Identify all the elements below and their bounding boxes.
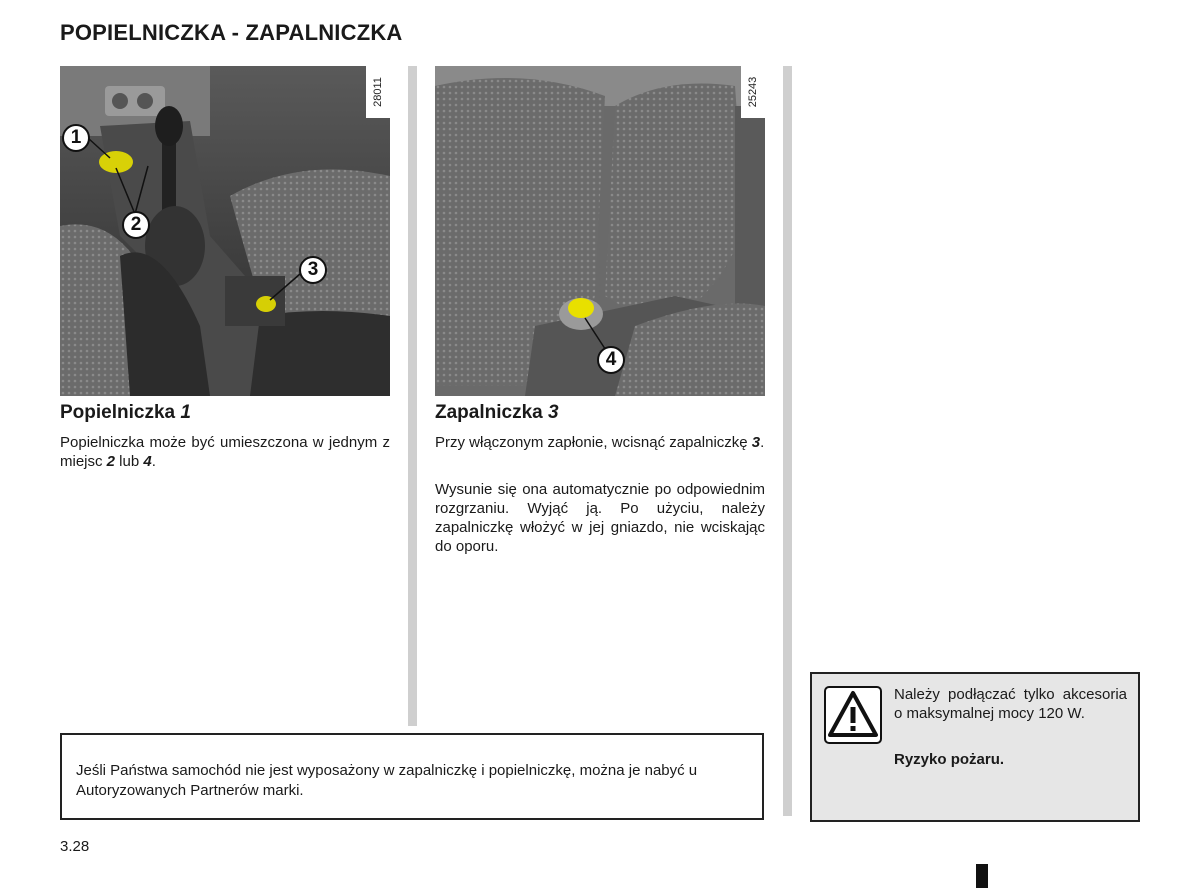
callout-2: 2 [122, 211, 150, 239]
accessory-note-box [60, 733, 764, 820]
photo-reference-code: 25243 [741, 66, 765, 118]
rear-seats-photo [435, 66, 765, 396]
column-divider [783, 66, 792, 816]
accessory-note-text: Jeśli Państwa samochód nie jest wyposażony w zapalniczkę i popielniczkę, można je nabyć u Autoryzowanych Partnerów marki. [76, 762, 698, 799]
callout-4: 4 [597, 346, 625, 374]
column-divider [408, 66, 417, 726]
warning-emphasis: Ryzyko pożaru. [894, 751, 1005, 768]
gear-console-photo [60, 66, 390, 396]
lighter-description: Wysunie się ona automatycznie po odpowiednim rozgrzaniu. Wyjąć ją. Po użyciu, należy zapalniczkę włożyć w jej gniazdo, nie wciskając do oporu. [435, 481, 765, 555]
ashtray-description: Popielniczka może być umieszczona w jednym z miejsc 2 lub 4. [60, 434, 390, 470]
warning-box [810, 672, 1140, 822]
callout-3: 3 [299, 256, 327, 284]
lighter-instruction: Przy włączonym zapłonie, wcisnąć zapalniczkę 3. [435, 434, 765, 451]
warning-triangle-icon [824, 686, 882, 744]
ashtray-heading: Popielniczka 1 [60, 402, 191, 423]
rear-seats-illustration [435, 66, 765, 396]
lighter-heading: Zapalniczka 3 [435, 402, 559, 423]
warning-text: Należy podłączać tylko akcesoria o maksymalnej mocy 120 W. [894, 686, 1127, 722]
gear-console-illustration [60, 66, 390, 396]
page-number: 3.28 [60, 838, 90, 855]
photo-reference-code: 28011 [366, 66, 390, 118]
page-edge-marker [976, 864, 988, 888]
page-title: POPIELNICZKA - ZAPALNICZKA [60, 20, 403, 45]
callout-1: 1 [62, 124, 90, 152]
